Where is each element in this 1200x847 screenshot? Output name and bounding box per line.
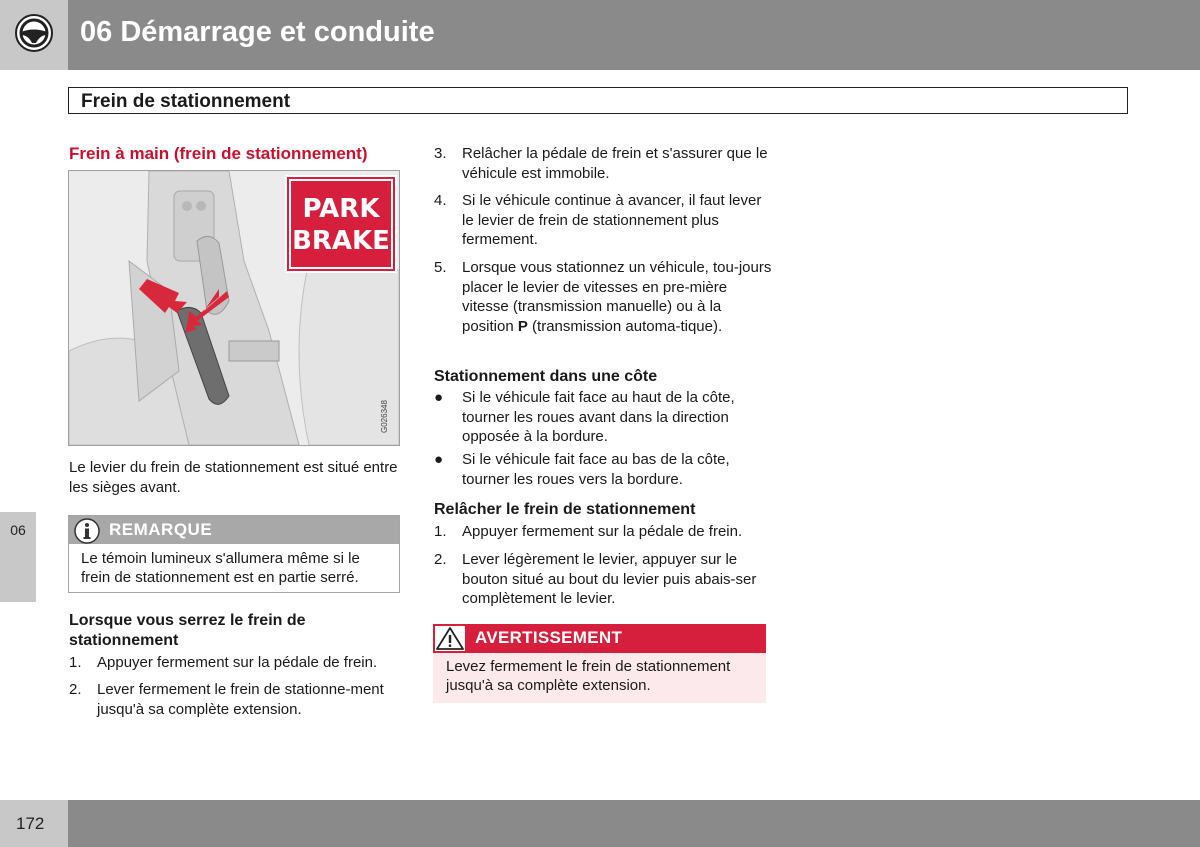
step-text xyxy=(462,258,774,336)
bullet-text: Si le véhicule fait face au haut de la côte, tourner les roues avant dans la direction opposée à la bordure. xyxy=(462,389,735,445)
slope-heading: Stationnement dans une côte xyxy=(434,368,658,385)
step-text: Appuyer fermement sur la pédale de frein. xyxy=(462,523,743,540)
car-interior-drawing xyxy=(69,171,399,445)
bullet-icon: ● xyxy=(434,451,444,468)
gear-position-label: P xyxy=(517,317,528,335)
footer-bar xyxy=(68,800,1200,847)
warning-box xyxy=(433,624,766,703)
chapter-title: 06 Démarrage et conduite xyxy=(80,16,435,48)
warning-title: AVERTISSEMENT xyxy=(475,628,623,647)
warning-text: Levez fermement le frein de stationnement jusqu'à sa complète extension. xyxy=(446,658,731,694)
section-title-bar xyxy=(68,87,1128,114)
park-brake-sign-line1: PARK xyxy=(302,194,380,224)
step-text: Lever fermement le frein de stationne-ment jusqu'à sa complète extension. xyxy=(97,681,384,718)
info-icon xyxy=(73,517,101,545)
chapter-side-tab xyxy=(0,512,36,602)
warning-triangle-icon xyxy=(435,626,465,651)
bullet-text: Si le véhicule fait face au bas de la côte, tourner les roues vers la bordure. xyxy=(462,451,730,488)
page-number: 172 xyxy=(16,814,45,833)
step-number: 1. xyxy=(69,654,82,671)
warning-icon-container xyxy=(435,626,465,651)
note-header xyxy=(69,516,399,544)
step-number: 2. xyxy=(69,681,82,698)
bullet-icon: ● xyxy=(434,389,444,406)
step-number: 5. xyxy=(434,259,447,276)
note-box xyxy=(68,515,400,593)
step-text: Lever légèrement le levier, appuyer sur le bouton situé au bout du levier puis abais-ser complètement le levier. xyxy=(462,551,757,607)
step-text: Relâcher la pédale de frein et s'assurer que le véhicule est immobile. xyxy=(462,145,768,182)
apply-brake-heading: Lorsque vous serrez le frein de stationnement xyxy=(69,612,306,649)
section-title: Frein de stationnement xyxy=(81,91,291,112)
step-text-part: Lorsque vous stationnez un véhicule, tou-jours placer le levier de vitesses en pre-mière vitesse (transmission manuelle) ou à la position xyxy=(462,259,772,335)
step-text: Appuyer fermement sur la pédale de frein. xyxy=(97,654,378,671)
image-code: G026348 xyxy=(380,400,389,433)
park-brake-sign-line2: BRAKE xyxy=(292,226,390,256)
step-text: Si le véhicule continue à avancer, il faut lever le levier de frein de stationnement plus fermement. xyxy=(462,192,762,248)
step-number: 3. xyxy=(434,145,447,162)
step-number: 2. xyxy=(434,551,447,568)
step-text-part: (transmission automa-tique). xyxy=(527,317,723,335)
subsection-heading: Frein à main (frein de stationnement) xyxy=(69,144,368,163)
release-heading: Relâcher le frein de stationnement xyxy=(434,501,696,518)
note-text: Le témoin lumineux s'allumera même si le frein de stationnement est en partie serré. xyxy=(81,550,360,586)
parking-brake-illustration xyxy=(68,170,400,446)
side-tab-label: 06 xyxy=(10,522,26,538)
note-title: REMARQUE xyxy=(109,520,213,539)
step-number: 4. xyxy=(434,192,447,209)
steering-wheel-icon xyxy=(14,13,54,53)
step-number: 1. xyxy=(434,523,447,540)
warning-header xyxy=(433,624,766,653)
illustration-caption: Le levier du frein de stationnement est situé entre les sièges avant. xyxy=(69,459,398,496)
